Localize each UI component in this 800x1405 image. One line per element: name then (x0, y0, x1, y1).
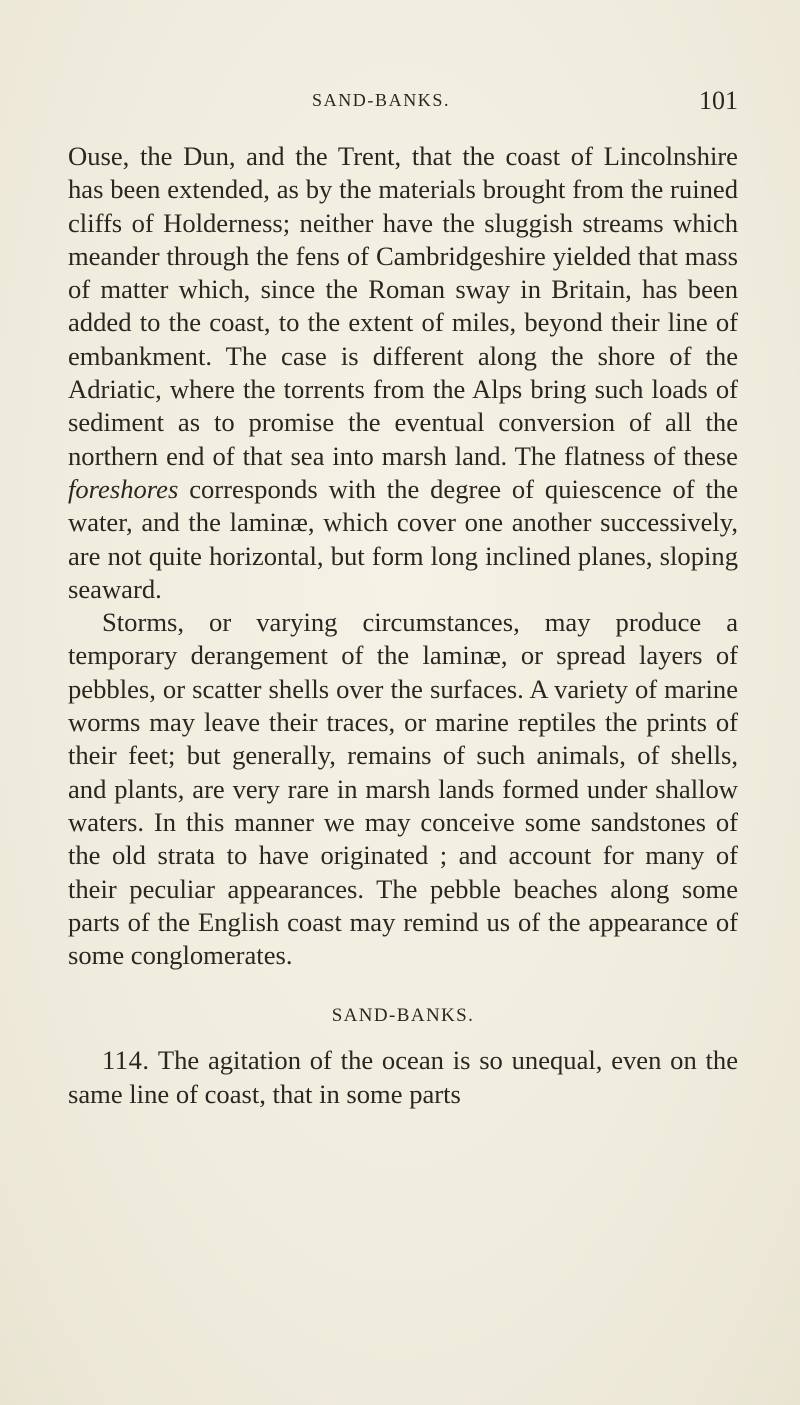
paragraph-continued (68, 140, 738, 606)
paragraph-number: 114. (102, 1045, 150, 1076)
paragraph-text: The agitation of the ocean is so unequal, even on the same line of coast, that in some parts (68, 1045, 738, 1109)
page-number: 101 (699, 86, 738, 115)
running-title: SAND-BANKS. (312, 90, 451, 110)
paragraph: Storms, or varying circumstances, may produce a temporary derangement of the laminæ, or spread layers of pebbles, or scatter shells over the surfaces. A variety of marine worms may leave their traces, or marine reptiles the prints of their feet; but generally, remains of such animals, of shells, and plants, are very rare in marsh lands formed under shallow waters. In this manner we may conceive some sandstones of the old strata to have originated ; and account for many of their peculiar appearances. The pebble beaches along some parts of the English coast may remind us of the appearance of some conglomerates. (68, 607, 738, 971)
paragraph-text: Ouse, the Dun, and the Trent, that the coast of Lincolnshire has been extended, as by the materials brought from the ruined cliffs of Holderness; neither have the sluggish streams which meander through the fens of Cambridgeshire yielded that mass of matter which, since the Roman sway in Britain, has been added to the coast, to the extent of miles, beyond their line of embankment. The case is different along the shore of the Adriatic, where the torrents from the Alps bring such loads of sediment as to promise the eventual conversion of all the northern end of that sea into marsh land. The flatness of these (68, 141, 738, 471)
body-text (68, 140, 738, 1111)
paragraph-text: corresponds with the degree of quiescence of the water, and the laminæ, which cover one another successively, are not quite horizontal, but form long inclined planes, sloping seaward. (68, 473, 738, 604)
running-head (68, 86, 738, 126)
section-paragraph (68, 1044, 738, 1111)
italic-term: foreshores (68, 473, 179, 504)
section-heading: SAND-BANKS. (331, 1005, 475, 1027)
